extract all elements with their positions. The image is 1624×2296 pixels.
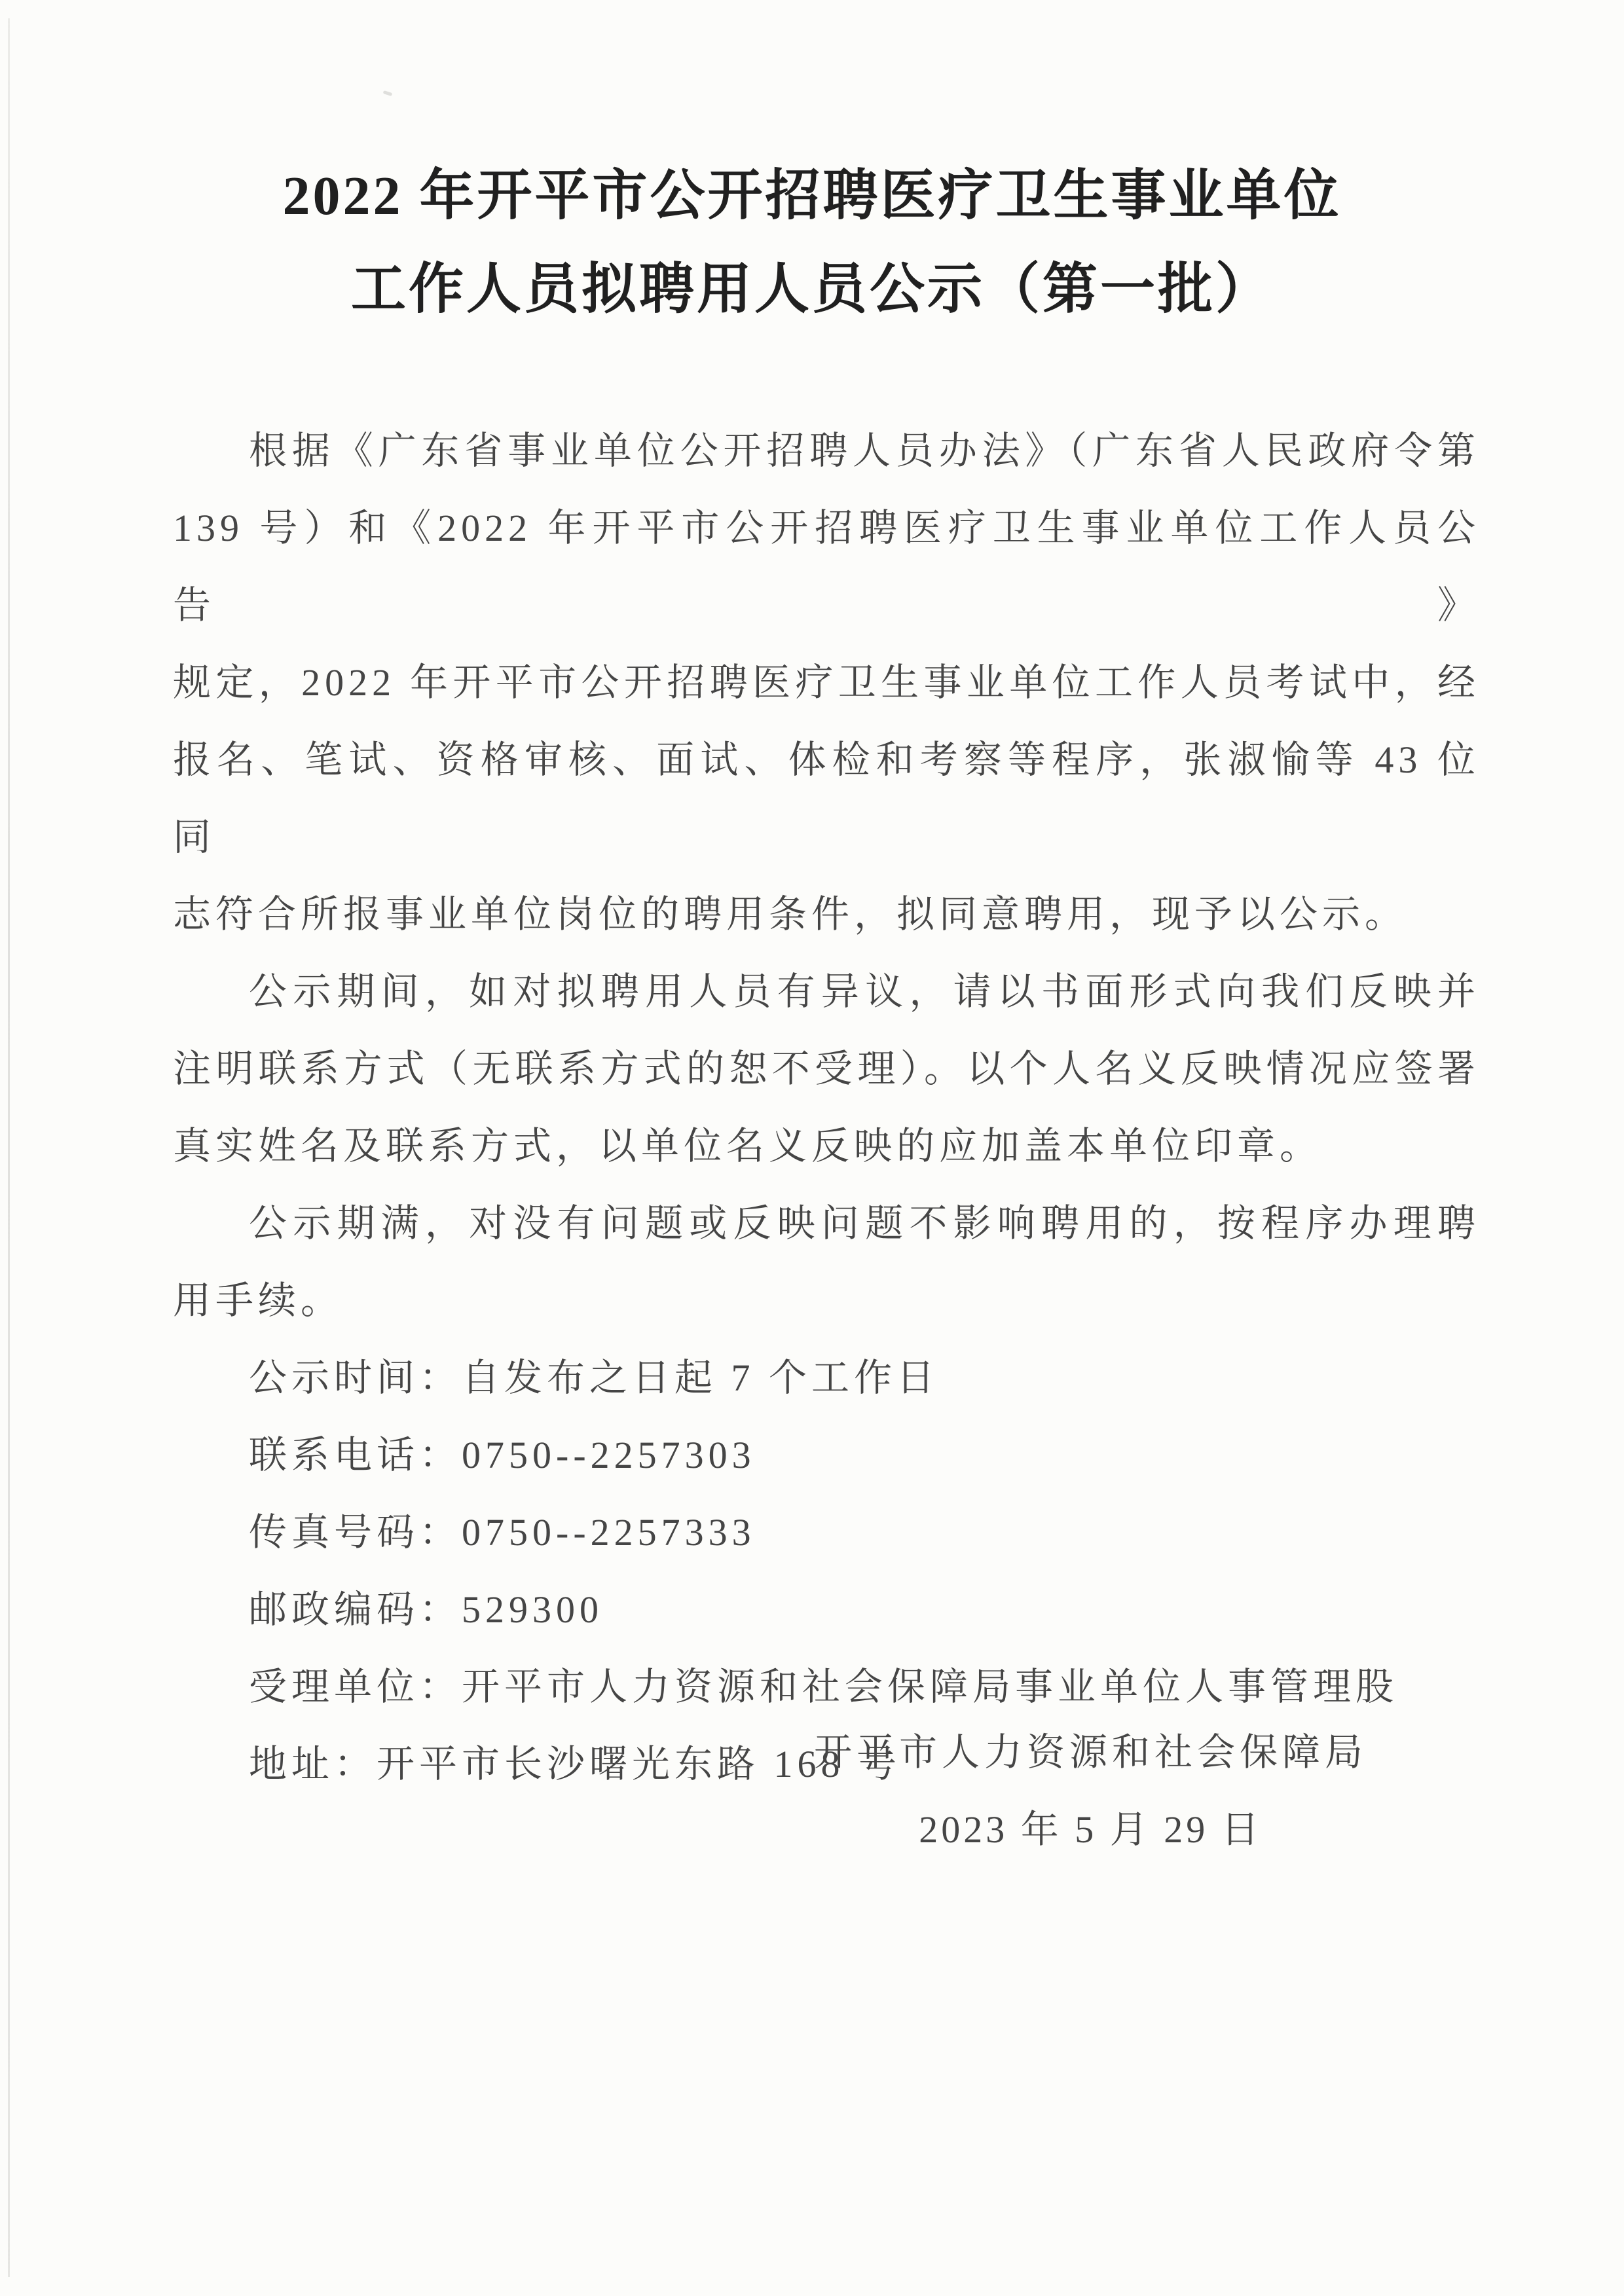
body-line: 志符合所报事业单位岗位的聘用条件，拟同意聘用，现予以公示。	[173, 893, 1408, 936]
body-line: 报名、笔试、资格审核、面试、体检和考察等程序，张淑愉等 43 位同	[173, 738, 1480, 858]
issue-date: 2023 年 5 月 29 日	[919, 1808, 1263, 1851]
scan-artifact-speck	[383, 90, 393, 96]
info-line: 邮政编码：529300	[249, 1588, 604, 1631]
body-line: 规定，2022 年开平市公开招聘医疗卫生事业单位工作人员考试中，经	[173, 661, 1480, 704]
info-line: 地址：开平市长沙曙光东路 168 号	[249, 1743, 902, 1785]
title-line-1: 2022 年开平市公开招聘医疗卫生事业单位	[282, 166, 1342, 227]
body-line: 根据《广东省事业单位公开招聘人员办法》（广东省人民政府令第	[249, 429, 1480, 472]
signature-block	[814, 1714, 1367, 1868]
body-line: 真实姓名及联系方式，以单位名义反映的应加盖本单位印章。	[173, 1125, 1323, 1167]
body-line: 注明联系方式（无联系方式的恕不受理）。以个人名义反映情况应签署	[173, 1048, 1480, 1090]
body-line: 公示期满，对没有问题或反映问题不影响聘用的，按程序办理聘	[249, 1202, 1480, 1245]
info-line: 传真号码：0750--2257333	[249, 1511, 756, 1554]
scan-artifact-left-edge-line	[8, 18, 10, 2277]
body-line: 用手续。	[173, 1279, 344, 1322]
document-body	[173, 412, 1480, 1803]
info-line: 公示时间：自发布之日起 7 个工作日	[249, 1357, 940, 1399]
info-line: 受理单位：开平市人力资源和社会保障局事业单位人事管理股	[249, 1666, 1399, 1708]
document-title	[0, 149, 1624, 337]
body-line: 公示期间，如对拟聘用人员有异议，请以书面形式向我们反映并	[249, 970, 1480, 1013]
issuing-authority: 开平市人力资源和社会保障局	[813, 1731, 1367, 1774]
body-line: 139 号）和《2022 年开平市公开招聘医疗卫生事业单位工作人员公告》	[173, 507, 1480, 627]
title-line-2: 工作人员拟聘用人员公示（第一批）	[350, 259, 1273, 320]
info-line: 联系电话：0750--2257303	[249, 1434, 756, 1476]
